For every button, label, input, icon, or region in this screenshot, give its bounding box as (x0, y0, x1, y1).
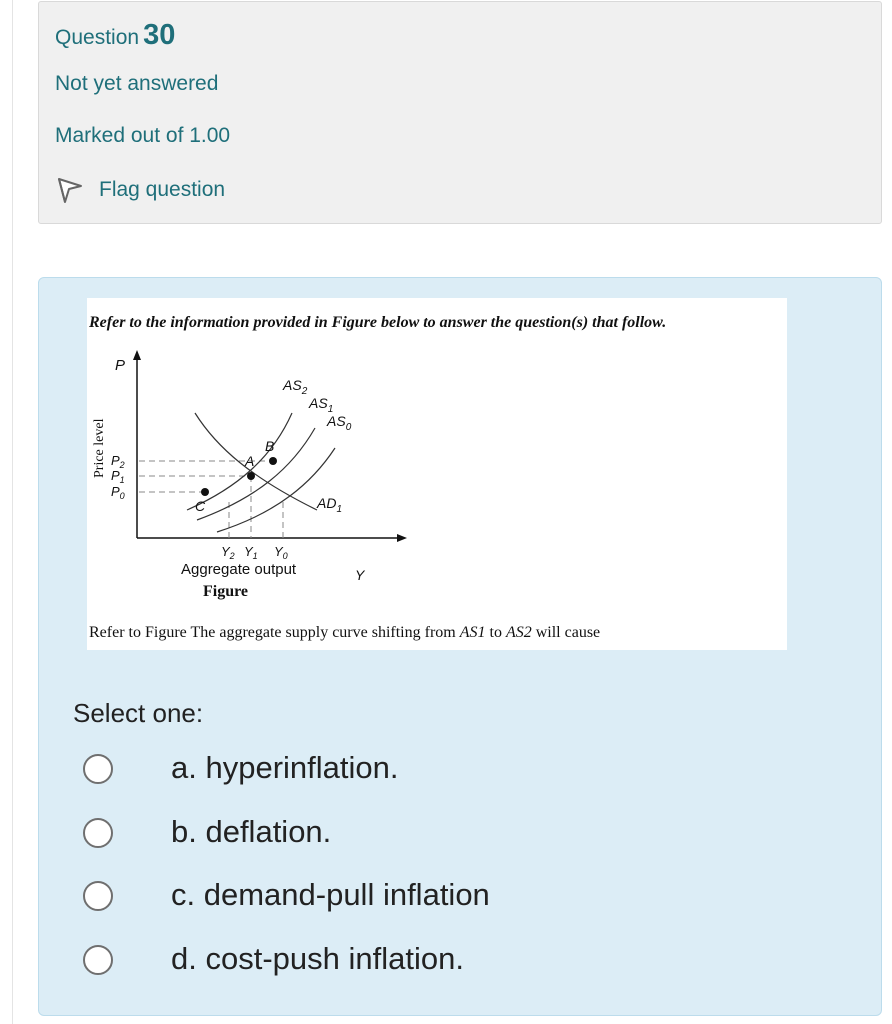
figure-question-text: Refer to Figure The aggregate supply curve shifting from AS1 to AS2 will cause (89, 624, 601, 641)
option-a-radio[interactable] (83, 754, 113, 784)
option-c-label[interactable]: c. demand-pull inflation (171, 877, 490, 912)
from-curve: AS1 (459, 624, 486, 641)
option-c-radio[interactable] (83, 881, 113, 911)
page-left-rule (12, 0, 13, 1024)
figure-image (87, 298, 787, 650)
figure-intro-text: Refer to the information provided in Figure below to answer the question(s) that follow. (89, 314, 667, 331)
flag-question-link[interactable] (55, 176, 225, 204)
as-ad-chart (87, 338, 787, 618)
option-c[interactable] (83, 877, 490, 912)
point-b-dot (269, 457, 277, 465)
output-tick-y1: $Y_1$ (244, 544, 258, 561)
point-c-label: C (195, 498, 206, 514)
output-tick-y2: $Y_2$ (221, 544, 235, 561)
option-d-label[interactable]: d. cost-push inflation. (171, 941, 464, 976)
flag-icon (55, 176, 85, 204)
question-number-value: 30 (143, 19, 176, 51)
question-info-panel (38, 1, 882, 224)
option-d[interactable] (83, 941, 464, 976)
flag-question-label: Flag question (99, 178, 226, 201)
aggregate-output-label: Aggregate output (181, 561, 297, 578)
figure-label: Figure (203, 583, 249, 600)
price-tick-p1: $P_1$ (111, 468, 125, 485)
ad1-label: $AD_1$ (317, 495, 343, 515)
axis-p-label: P (115, 357, 126, 374)
price-tick-p0: $P_0$ (111, 484, 125, 501)
point-c-dot (201, 488, 209, 496)
y-axis-arrow (133, 350, 141, 360)
option-b-radio[interactable] (83, 818, 113, 848)
price-level-label: Price level (92, 418, 107, 478)
as2-label: $AS_2$ (283, 377, 308, 397)
option-a[interactable] (83, 750, 399, 785)
select-one-prompt: Select one: (73, 698, 204, 728)
question-state: Not yet answered (55, 72, 219, 95)
question-grade: Marked out of 1.00 (55, 124, 231, 147)
option-b[interactable] (83, 814, 332, 849)
axis-y-label: Y (355, 567, 365, 583)
as0-label: $AS_0$ (327, 413, 352, 433)
as1-label: $AS_1$ (309, 395, 334, 415)
x-axis-arrow (397, 534, 407, 542)
question-number (55, 19, 175, 52)
output-tick-y0: $Y_0$ (274, 544, 288, 561)
option-d-radio[interactable] (83, 945, 113, 975)
to-curve: AS2 (505, 624, 532, 641)
point-a-label: A (245, 453, 255, 469)
question-label: Question (55, 26, 140, 49)
question-content-panel (38, 277, 882, 1016)
option-b-label[interactable]: b. deflation. (171, 814, 332, 849)
price-tick-p2: $P_2$ (111, 453, 125, 470)
option-a-label[interactable]: a. hyperinflation. (171, 750, 399, 785)
point-a-dot (247, 472, 255, 480)
point-b-label: B (265, 438, 275, 454)
